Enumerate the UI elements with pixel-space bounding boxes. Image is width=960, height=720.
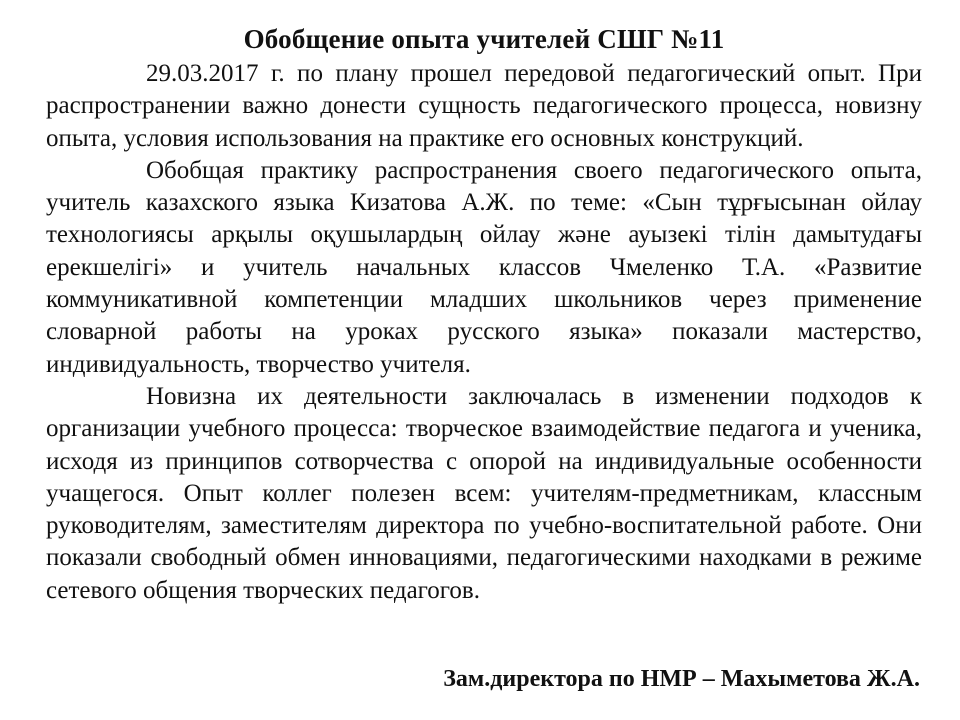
paragraph-3: Новизна их деятельности заключалась в изменении подходов к организации учебного процесса: творческое взаимодействие педагога и ученика, исходя из принципов сотворчества с опорой на индивидуальные особенности учащегося. Опыт коллег полезен всем: учителям-предметникам, классным руководителям, заместителям директора по учебно-воспитательной работе. Они показали свободный обмен инновациями, педагогическими находками в режиме сетевого общения творческих педагогов. xyxy=(46,382,922,604)
paragraph-1: 29.03.2017 г. по плану прошел передовой педагогический опыт. При распространении важно донести сущность педагогического процесса, новизну опыта, условия использования на практике его основных конструкций. xyxy=(46,60,922,152)
document-title: Обобщение опыта учителей СШГ №11 xyxy=(243,24,725,54)
paragraph-2: Обобщая практику распространения своего педагогического опыта, учитель казахского языка Кизатова А.Ж. по теме: «Сын тұрғысынан ойлау технологиясы арқылы оқушылардың ойлау және ауызекі тілін дамытудағы ерекшелігі» и учитель начальных классов Чмеленко Т.А. «Развитие коммуникативной компетенции младших школьников через применение словарной работы на уроках русского языка» показали мастерство, индивидуальность, творчество учителя. xyxy=(46,156,922,378)
signature-line: Зам.директора по НМР – Махыметова Ж.А. xyxy=(443,666,920,692)
document-page xyxy=(46,22,922,607)
